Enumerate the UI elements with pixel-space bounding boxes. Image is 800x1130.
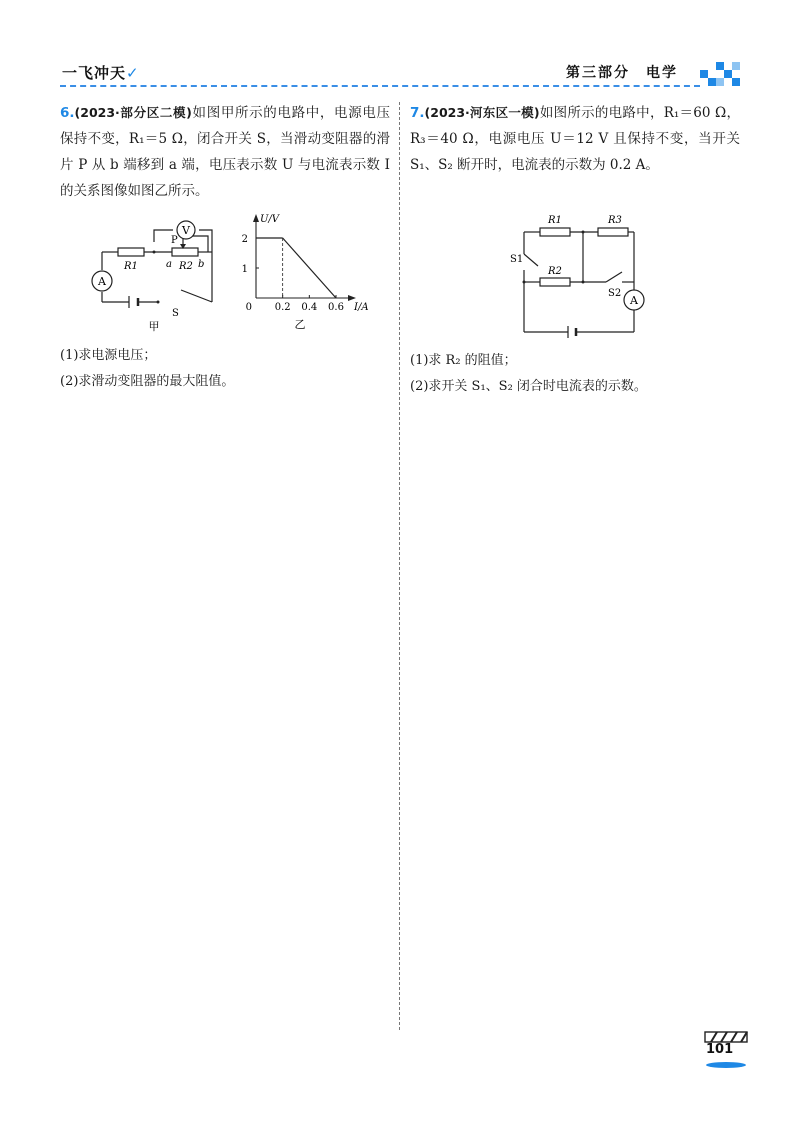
voltmeter-label: V	[182, 224, 190, 237]
switch-label: S	[172, 308, 179, 319]
question-6-stem	[60, 100, 390, 204]
subquestion-1: (1)求电源电压；	[60, 348, 157, 363]
s2-label: S2	[608, 288, 622, 299]
page-number: 101	[706, 1042, 734, 1057]
question-text: 如图甲所示的电路中，电源电压保持不变，R₁＝5 Ω，闭合开关 S，当滑动变阻器的滑片 P 从 b 端移到 a 端，电压表示数 U 与电流表示数 I 的关系图像如图乙所示。	[60, 105, 391, 199]
ammeter-label: A	[630, 294, 638, 307]
r2-label: R2	[179, 261, 193, 272]
brand-logo	[62, 62, 140, 83]
question-7-subquestions	[410, 348, 740, 400]
y-axis-label: U/V	[260, 214, 280, 225]
r3-label: R3	[608, 215, 622, 226]
r2-label: R2	[548, 266, 562, 277]
x-tick-label: 0.6	[328, 302, 344, 313]
r1-label: R1	[124, 261, 138, 272]
s1-label: S1	[510, 254, 524, 265]
checker-decoration-icon	[700, 56, 744, 86]
question-7-stem	[410, 100, 740, 178]
y-tick-label: 1	[241, 264, 248, 275]
graph-caption: 乙	[294, 318, 306, 331]
voltage-current-graph	[238, 210, 378, 340]
header-divider	[60, 85, 700, 87]
subquestion-2: (2)求滑动变阻器的最大阻值。	[60, 374, 235, 389]
subquestion-2: (2)求开关 S₁、S₂ 闭合时电流表的示数。	[410, 379, 647, 394]
y-tick-label: 2	[241, 234, 248, 245]
figure-caption: 甲	[148, 320, 160, 333]
ammeter-label: A	[98, 275, 106, 288]
slider-label: P	[171, 235, 178, 246]
circuit-diagram-q6	[88, 212, 228, 337]
brand-text: 一飞冲天	[62, 64, 127, 82]
x-tick-label: 0.4	[301, 302, 318, 313]
end-b-label: b	[198, 259, 205, 270]
question-number: 7.	[410, 105, 425, 121]
origin-label: 0	[245, 302, 252, 313]
graph-line-slope	[283, 238, 336, 298]
x-tick-label: 0.2	[274, 302, 291, 313]
check-icon: ✓	[126, 64, 140, 82]
page-number-underline	[704, 1060, 748, 1070]
r1-label: R1	[548, 215, 562, 226]
question-6	[60, 100, 390, 204]
page-header	[0, 0, 800, 100]
end-a-label: a	[166, 259, 172, 270]
question-source: (2023·部分区二模)	[74, 105, 192, 120]
subquestion-1: (1)求 R₂ 的阻值；	[410, 353, 517, 368]
question-source: (2023·河东区一模)	[424, 105, 540, 120]
question-text: 如图所示的电路中，R₁＝60 Ω，R₃＝40 Ω，电源电压 U＝12 V 且保持不变，当开关 S₁、S₂ 断开时，电流表的示数为 0.2 A。	[410, 105, 740, 173]
circuit-diagram-q7	[508, 210, 658, 345]
question-6-subquestions	[60, 343, 390, 395]
column-divider	[399, 102, 400, 1030]
section-title: 第三部分 电学	[566, 65, 678, 81]
question-7	[410, 100, 740, 178]
question-number: 6.	[60, 105, 75, 121]
x-axis-label: I/A	[354, 302, 369, 313]
